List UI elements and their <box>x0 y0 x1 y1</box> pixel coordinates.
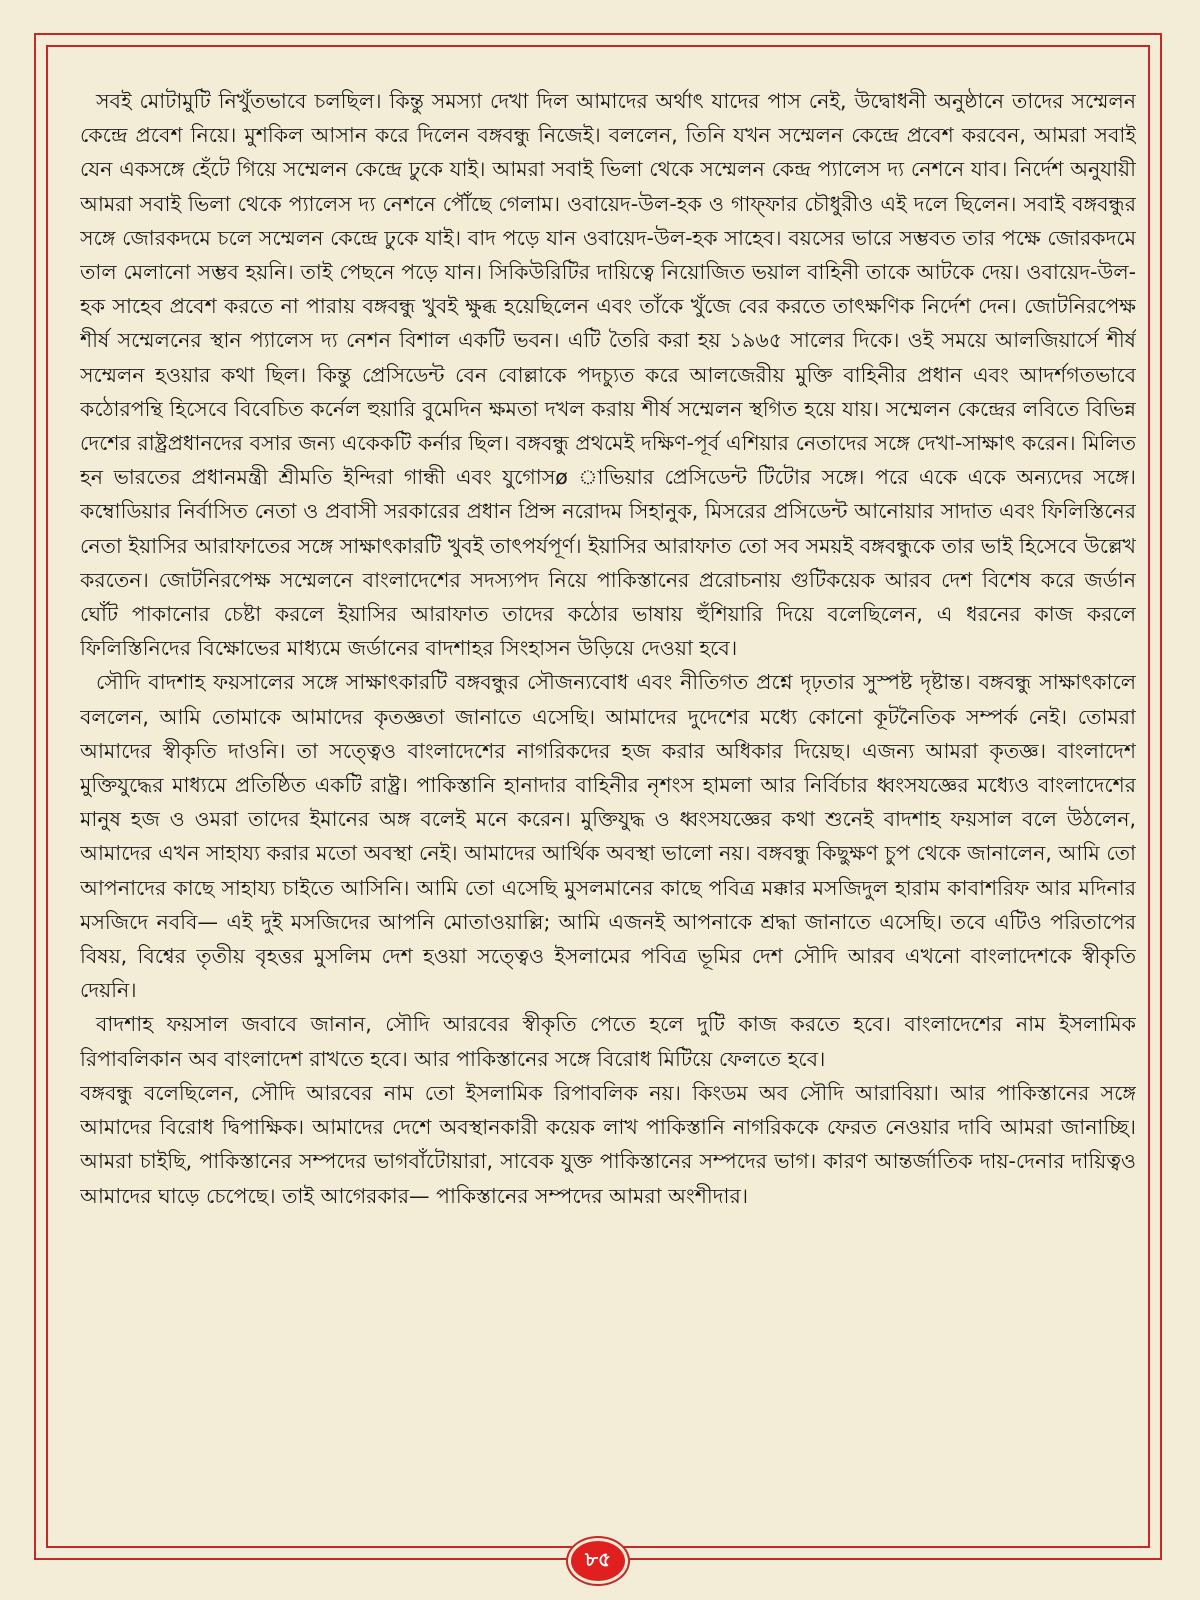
paragraph-3: বাদশাহ ফয়সাল জবাবে জানান, সৌদি আরবের স্বীকৃতি পেতে হলে দুটি কাজ করতে হবে। বাংলাদেশের নাম ইসলামিক রিপাবলিকান অব বাংলাদেশ রাখতে হবে। আর পাকিস্তানের সঙ্গে বিরোধ মিটিয়ে ফেলতে হবে। <box>80 1012 1136 1071</box>
page-number: ৮৫ <box>585 1546 611 1571</box>
paragraph-2: সৌদি বাদশাহ ফয়সালের সঙ্গে সাক্ষাৎকারটি বঙ্গবন্ধুর সৌজন্যবোধ এবং নীতিগত প্রশ্নে দৃঢ়তার সুস্পষ্ট দৃষ্টান্ত। বঙ্গবন্ধু সাক্ষাৎকালে বললেন, আমি তোমাকে আমাদের কৃতজ্ঞতা জানাতে এসেছি। আমাদের দুদেশের মধ্যে কোনো কূটনৈতিক সম্পর্ক নেই। তোমরা আমাদের স্বীকৃতি দাওনি। তা সত্ত্বেও বাংলাদেশের নাগরিকদের হজ করার অধিকার দিয়েছ। এজন্য আমরা কৃতজ্ঞ। বাংলাদেশ মুক্তিযুদ্ধের মাধ্যমে প্রতিষ্ঠিত একটি রাষ্ট্র। পাকিস্তানি হানাদার বাহিনীর নৃশংস হামলা আর নির্বিচার ধ্বংসযজ্ঞের মধ্যেও বাংলাদেশের মানুষ হজ ও ওমরা তাদের ইমানের অঙ্গ বলেই মনে করেন। মুক্তিযুদ্ধ ও ধ্বংসযজ্ঞের কথা শুনেই বাদশাহ ফয়সাল বলে উঠলেন, আমাদের এখন সাহায্য করার মতো অবস্থা নেই। আমাদের আর্থিক অবস্থা ভালো নয়। বঙ্গবন্ধু কিছুক্ষণ চুপ থেকে জানালেন, আমি তো আপনাদের কাছে সাহায্য চাইতে আসিনি। আমি তো এসেছি মুসলমানের কাছে পবিত্র মক্কার মসজিদুল হারাম কাবাশরিফ আর মদিনার মসজিদে নববি— এই দুই মসজিদের আপনি মোতাওয়াল্লি; আমি এজনই আপনাকে শ্রদ্ধা জানাতে এসেছি। তবে এটিও পরিতাপের বিষয়, বিশ্বের তৃতীয় বৃহত্তর মুসলিম দেশ হওয়া সত্ত্বেও ইসলামের পবিত্র ভূমির দেশ সৌদি আরব এখনো বাংলাদেশকে স্বীকৃতি দেয়নি। <box>80 670 1136 1003</box>
paragraph-1: সবই মোটামুটি নিখুঁতভাবে চলছিল। কিন্তু সমস্যা দেখা দিল আমাদের অর্থাৎ যাদের পাস নেই, উদ্বোধনী অনুষ্ঠানে তাদের সম্মেলন কেন্দ্রে প্রবেশ নিয়ে। মুশকিল আসান করে দিলেন বঙ্গবন্ধু নিজেই। বললেন, তিনি যখন সম্মেলন কেন্দ্রে প্রবেশ করবেন, আমরা সবাই যেন একসঙ্গে হেঁটে গিয়ে সম্মেলন কেন্দ্রে ঢুকে যাই। আমরা সবাই ভিলা থেকে সম্মেলন কেন্দ্র প্যালেস দ্য নেশনে যাব। নির্দেশ অনুযায়ী আমরা সবাই ভিলা থেকে প্যালেস দ্য নেশনে পৌঁছে গেলাম। ওবায়েদ-উল-হক ও গাফ্ফার চৌধুরীও এই দলে ছিলেন। সবাই বঙ্গবন্ধুর সঙ্গে জোরকদমে চলে সম্মেলন কেন্দ্রে ঢুকে যাই। বাদ পড়ে যান ওবায়েদ-উল-হক সাহেব। বয়সের ভারে সম্ভবত তার পক্ষে জোরকদমে তাল মেলানো সম্ভব হয়নি। তাই পেছনে পড়ে যান। সিকিউরিটির দায়িত্বে নিয়োজিত ভয়াল বাহিনী তাকে আটকে দেয়। ওবায়েদ-উল-হক সাহেব প্রবেশ করতে না পারায় বঙ্গবন্ধু খুবই ক্ষুব্ধ হয়েছিলেন এবং তাঁকে খুঁজে বের করতে তাৎক্ষণিক নির্দেশ দেন। জোটনিরপেক্ষ শীর্ষ সম্মেলনের স্থান প্যালেস দ্য নেশন বিশাল একটি ভবন। এটি তৈরি করা হয় ১৯৬৫ সালের দিকে। ওই সময়ে আলজিয়ার্সে শীর্ষ সম্মেলন হওয়ার কথা ছিল। কিন্তু প্রেসিডেন্ট বেন বোল্লাকে পদচ্যুত করে আলজেরীয় মুক্তি বাহিনীর প্রধান এবং আদর্শগতভাবে কঠোরপন্থি হিসেবে বিবেচিত কর্নেল হুয়ারি বুমেদিন ক্ষমতা দখল করায় শীর্ষ সম্মেলন স্থগিত হয়ে যায়। সম্মেলন কেন্দ্রের লবিতে বিভিন্ন দেশের রাষ্ট্রপ্রধানদের বসার জন্য একেকটি কর্নার ছিল। বঙ্গবন্ধু প্রথমেই দক্ষিণ-পূর্ব এশিয়ার নেতাদের সঙ্গে দেখা-সাক্ষাৎ করেন। মিলিত হন ভারতের প্রধানমন্ত্রী শ্রীমতি ইন্দিরা গান্ধী এবং যুগোসø াভিয়ার প্রেসিডেন্ট টিটোর সঙ্গে। পরে একে একে অন্যদের সঙ্গে। কম্বোডিয়ার নির্বাসিত নেতা ও প্রবাসী সরকারের প্রধান প্রিন্স নরোদম সিহানুক, মিসরের প্রসিডেন্ট আনোয়ার সাদাত এবং ফিলিস্তিনের নেতা ইয়াসির আরাফাতের সঙ্গে সাক্ষাৎকারটি খুবই তাৎপর্যপূর্ণ। ইয়াসির আরাফাত তো সব সময়ই বঙ্গবন্ধুকে তার ভাই হিসেবে উল্লেখ করতেন। জোটনিরপেক্ষ সম্মেলনে বাংলাদেশের সদস্যপদ নিয়ে পাকিস্তানের প্ররোচনায় গুটিকয়েক আরব দেশ বিশেষ করে জর্ডান ঘোঁট পাকানোর চেষ্টা করলে ইয়াসির আরাফাত তাদের কঠোর ভাষায় হুঁশিয়ারি দিয়ে বলেছিলেন, এ ধরনের কাজ করলে ফিলিস্তিনিদের বিক্ষোভের মাধ্যমে জর্ডানের বাদশাহর সিংহাসন উড়িয়ে দেওয়া হবে। <box>80 89 1136 661</box>
page-body <box>80 84 1136 1524</box>
page-number-badge <box>568 1538 628 1584</box>
paragraph-4: বঙ্গবন্ধু বলেছিলেন, সৌদি আরবের নাম তো ইসলামিক রিপাবলিক নয়। কিংডম অব সৌদি আরাবিয়া। আর পাকিস্তানের সঙ্গে আমাদের বিরোধ দ্বিপাক্ষিক। আমাদের দেশে অবস্থানকারী কয়েক লাখ পাকিস্তানি নাগরিককে ফেরত নেওয়ার দাবি আমরা জানাচ্ছি। আমরা চাইছি, পাকিস্তানের সম্পদের ভাগবাঁটোয়ারা, সাবেক যুক্ত পাকিস্তানের সম্পদের ভাগ। কারণ আন্তর্জাতিক দায়-দেনার দায়িত্বও আমাদের ঘাড়ে চেপেছে। তাই আগেরকার— পাকিস্তানের সম্পদের আমরা অংশীদার। <box>80 1080 1136 1208</box>
